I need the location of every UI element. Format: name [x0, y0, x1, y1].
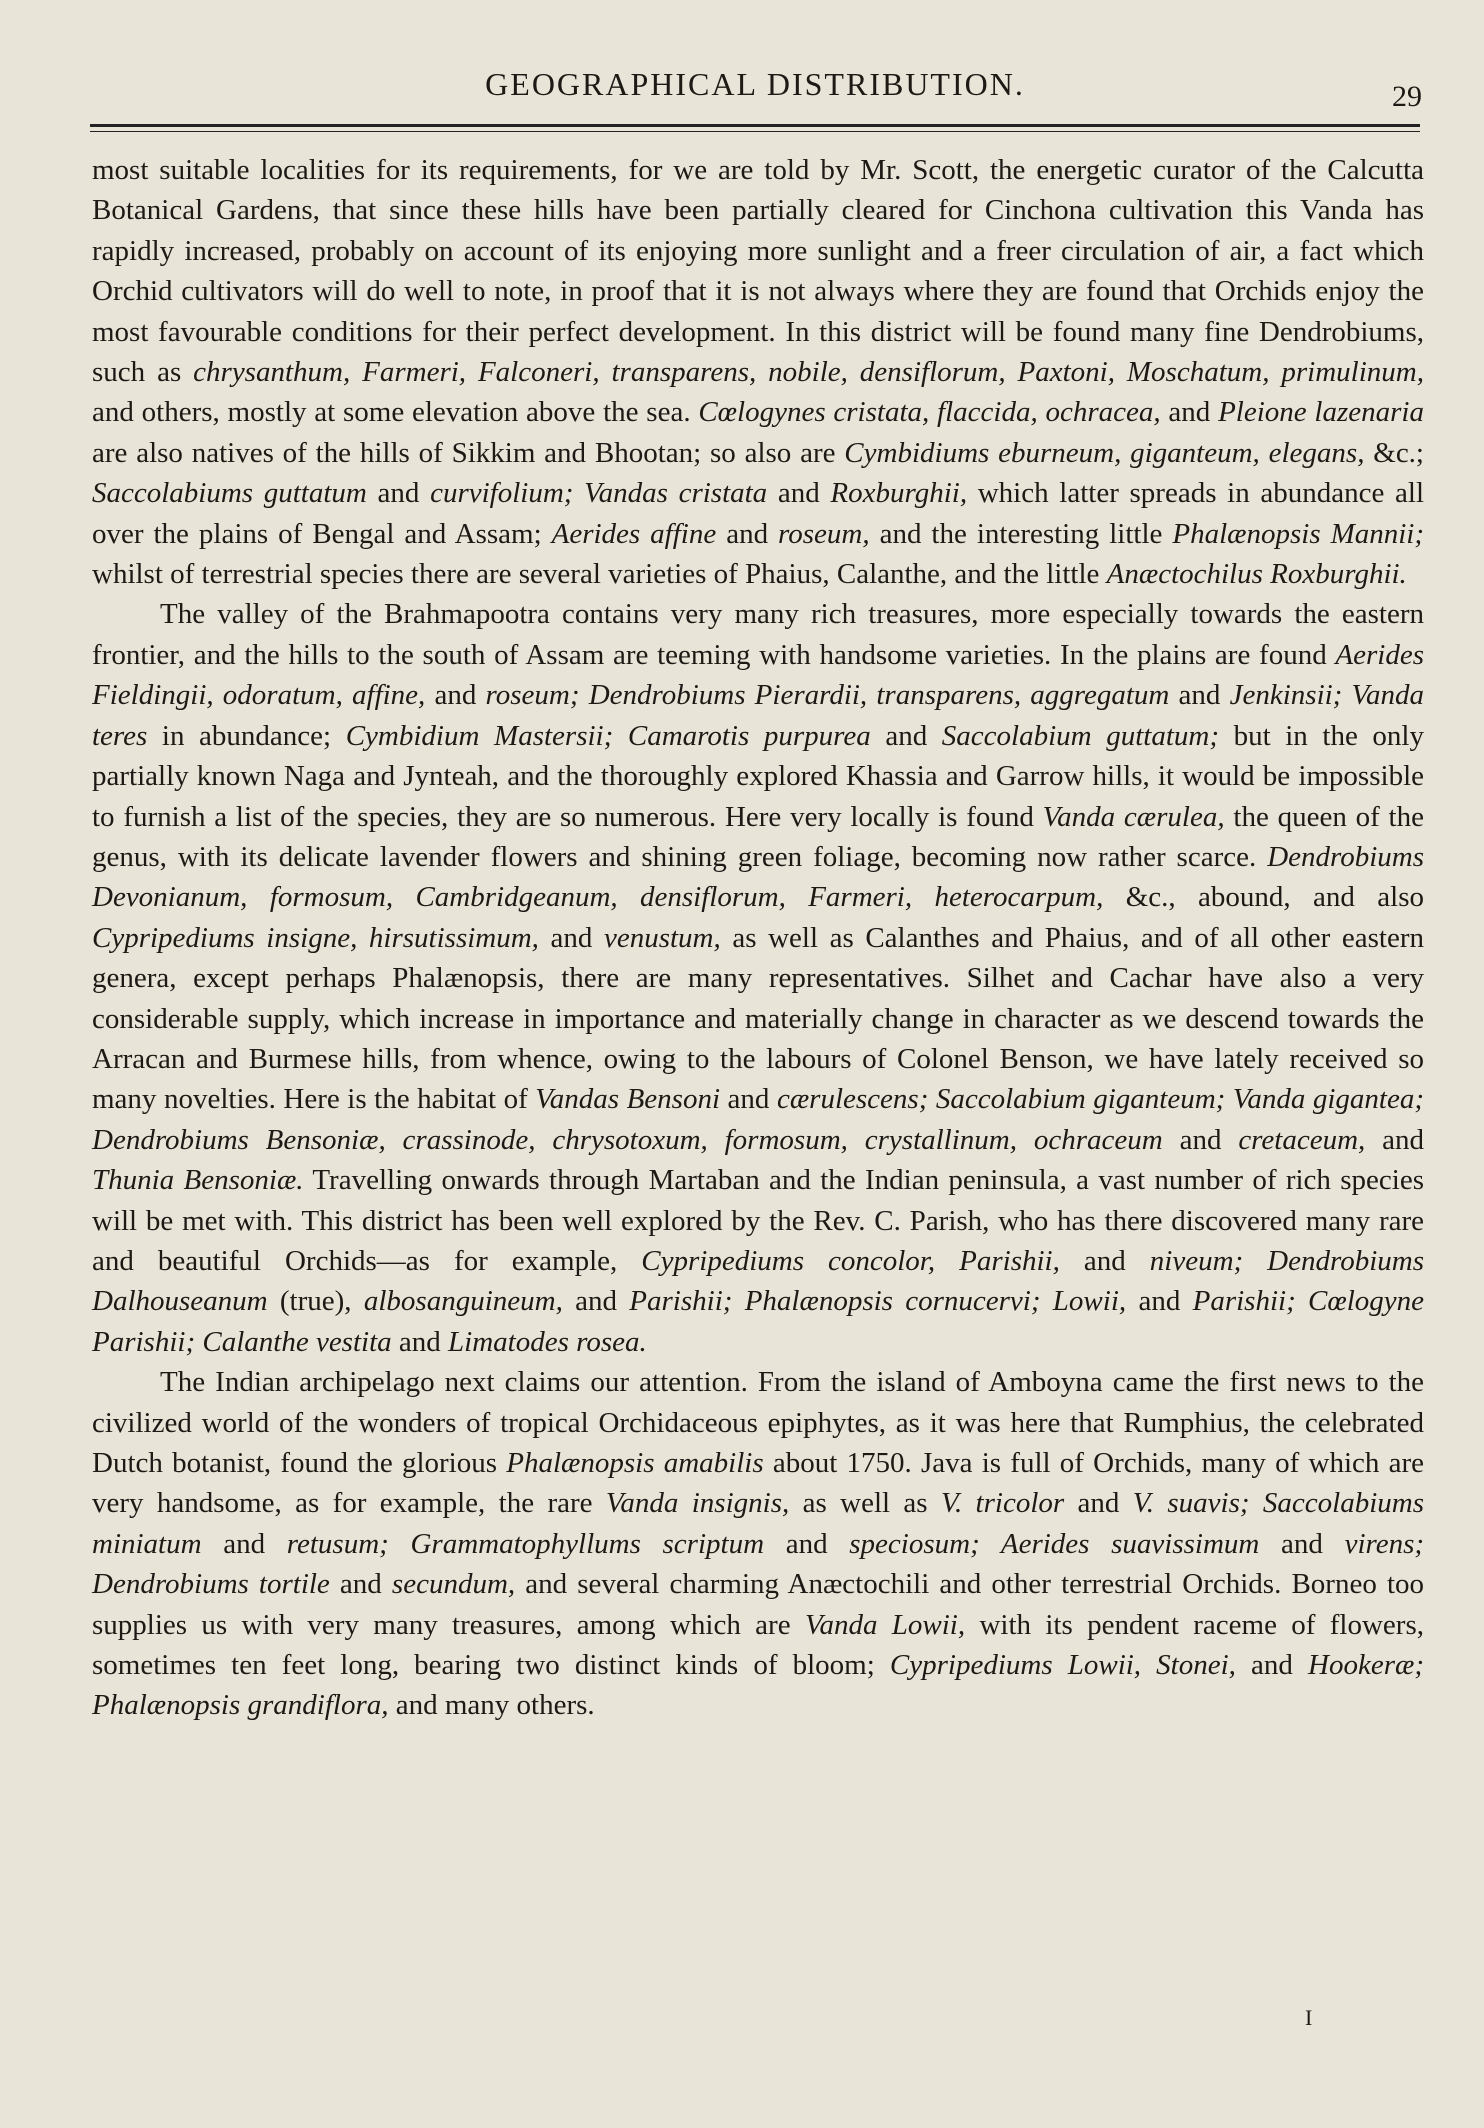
- paragraph: [92, 150, 1424, 594]
- text-run: and: [764, 1527, 850, 1560]
- text-run: with its pendent raceme of flowers, sometimes ten feet long, bearing two distinct kinds of bloom;: [92, 1608, 1425, 1682]
- text-run: in abundance;: [147, 719, 346, 752]
- page-header: [90, 66, 1420, 116]
- italic-run: Jenkinsii; Vanda teres: [92, 679, 1425, 752]
- text-run: and: [1169, 679, 1230, 712]
- text-run: and: [1160, 396, 1219, 429]
- italic-run: niveum; Dendrobiums Dalhouseanum: [92, 1244, 1424, 1318]
- text-run: as well as: [789, 1487, 941, 1520]
- italic-run: Vandas Bensoni: [535, 1083, 721, 1116]
- text-run: the queen of the genus, with its delicate lavender flowers and shining green foliage, becoming now rather scarce.: [92, 800, 1424, 873]
- italic-run: virens; Dendrobiums tortile: [92, 1527, 1425, 1601]
- italic-run: Phalænopsis amabilis: [506, 1447, 764, 1479]
- italic-run: venustum,: [603, 921, 721, 954]
- text-run: and: [562, 1285, 630, 1318]
- text-run: and: [329, 1568, 392, 1601]
- text-run: and: [1259, 1527, 1345, 1560]
- paragraph: [92, 594, 1424, 1362]
- text-run: The Indian archipelago next claims our attention. From the island of Amboyna came the first news to the civilized world of the wonders of tropical Orchidaceous epiphytes, as it was here that Rumphius, the celebrated Dutch botanist, found the glorious: [92, 1366, 1424, 1479]
- text-run: are also natives of the hills of Sikkim and Bhootan; so also are: [92, 436, 845, 469]
- text-run: most suitable localities for its requirements, for we are told by Mr. Scott, the energetic curator of the Calcutta Botanical Gardens, that since these hills have been partially cleared for Cinchona cultivation this Vanda has rapidly increased, probably on account of its enjoying more sunlight and a freer circulation of air, a fact which Orchid cultivators will do well to note, in proof that it is not always where they are found that Orchids enjoy the most favourable conditions for their perfect development. In this district will be found many fine Dendrobiums, such as: [92, 154, 1424, 389]
- italic-run: Hookeræ; Phalænopsis grandiflora,: [92, 1649, 1424, 1722]
- italic-run: secundum,: [391, 1568, 516, 1601]
- text-run: and: [720, 1083, 777, 1116]
- italic-run: Vanda insignis,: [605, 1487, 790, 1520]
- text-run: and: [1162, 1123, 1239, 1156]
- text-run: and: [201, 1527, 287, 1560]
- italic-run: Phalænopsis Mannii;: [1172, 517, 1425, 550]
- text-run: but in the only partially known Naga and Jynteah, and the thoroughly explored Khassia and Garrow hills, it would be impossible to furnish a list of the species, they are so numerous. Here very locally is found: [92, 719, 1424, 833]
- text-run: and: [391, 1325, 449, 1358]
- italic-run: speciosum; Aerides suavissimum: [849, 1527, 1260, 1560]
- italic-run: albosanguineum,: [363, 1285, 563, 1318]
- italic-run: cretaceum,: [1238, 1123, 1366, 1156]
- text-run: and many others.: [388, 1689, 595, 1722]
- text-run: and: [538, 921, 604, 954]
- italic-run: Cypripediums concolor, Parishii,: [641, 1244, 1060, 1277]
- italic-run: Vanda Lowii,: [804, 1608, 966, 1641]
- text-run: about 1750. Java is full of Orchids, many of which are very handsome, as for example, the rare: [92, 1447, 1424, 1520]
- text-run: as well as Calanthes and Phaius, and of all other eastern genera, except perhaps Phalænopsis, there are many representatives. Silhet and Cachar have also a very considerable supply, which increase in importance and materially change in character as we descend towards the Arracan and Burmese hills, from whence, owing to the labours of Colonel Benson, we have lately received so many novelties. Here is the habitat of: [92, 921, 1424, 1116]
- header-rule: [90, 124, 1420, 127]
- text-run: and: [1059, 1244, 1150, 1277]
- running-title: GEOGRAPHICAL DISTRIBUTION.: [485, 66, 1025, 102]
- italic-run: curvifolium; Vandas cristata: [430, 477, 768, 510]
- italic-run: Parishii; Phalænopsis cornucervi; Lowii,: [629, 1285, 1127, 1318]
- italic-run: Limatodes rosea.: [448, 1325, 647, 1358]
- body-text: [92, 150, 1424, 1726]
- text-run: and others, mostly at some elevation above the sea.: [92, 396, 699, 429]
- italic-run: Saccolabiums guttatum: [92, 477, 367, 510]
- text-run: and: [1235, 1649, 1309, 1682]
- italic-run: Cœlogynes cristata, flaccida, ochracea,: [698, 396, 1161, 429]
- text-run: and: [1126, 1285, 1193, 1318]
- italic-run: Anæctochilus Roxburghii.: [1106, 558, 1407, 591]
- italic-run: Thunia Bensoniæ.: [92, 1164, 304, 1197]
- text-run: &c.;: [1364, 436, 1424, 469]
- italic-run: Roxburghii,: [830, 477, 968, 510]
- text-run: The valley of the Brahmapootra contains very many rich treasures, more especially towards the eastern frontier, and the hills to the south of Assam are teeming with handsome varieties. In the plains are found: [92, 598, 1424, 671]
- text-run: and: [366, 477, 431, 510]
- italic-run: Aerides affine: [551, 517, 717, 550]
- italic-run: roseum,: [778, 517, 870, 550]
- text-run: which latter spreads in abundance all over the plains of Bengal and Assam;: [92, 477, 1425, 550]
- text-run: and several charming Anæctochili and other terrestrial Orchids. Borneo too supplies us with very many treasures, among which are: [92, 1568, 1424, 1641]
- italic-run: V. tricolor: [940, 1487, 1065, 1520]
- italic-run: Cypripediums Lowii, Stonei,: [889, 1649, 1236, 1682]
- text-run: Travelling onwards through Martaban and the Indian peninsula, a vast number of rich species will be met with. This district has been well explored by the Rev. C. Parish, who has there discovered many rare and beautiful Orchids—as for example,: [92, 1164, 1424, 1277]
- text-run: and: [1365, 1123, 1425, 1156]
- italic-run: Parishii; Cœlogyne Parishii; Calanthe vestita: [92, 1285, 1425, 1358]
- paragraph: [92, 1362, 1424, 1726]
- page-number: 29: [1392, 80, 1422, 113]
- text-run: (true),: [267, 1285, 364, 1318]
- text-run: and: [870, 719, 942, 752]
- italic-run: Dendrobiums Devonianum, formosum, Cambridgeanum, densiflorum, Farmeri, heterocarpum,: [92, 840, 1424, 914]
- italic-run: Cypripediums insigne, hirsutissimum,: [92, 921, 539, 954]
- italic-run: chrysanthum, Farmeri, Falconeri, transparens, nobile, densiflorum, Paxtoni, Moschatum, primulinum,: [193, 356, 1424, 389]
- text-run: whilst of terrestrial species there are several varieties of Phaius, Calanthe, and the little: [92, 558, 1107, 591]
- italic-run: V. suavis; Saccolabiums miniatum: [92, 1487, 1424, 1560]
- italic-run: Saccolabium guttatum;: [941, 719, 1219, 752]
- italic-run: Aerides Fieldingii, odoratum, affine,: [92, 638, 1424, 712]
- italic-run: cærulescens; Saccolabium giganteum; Vanda gigantea; Dendrobiums Bensoniæ, crassinode, chrysotoxum, formosum, crystallinum, ochraceum: [92, 1083, 1424, 1156]
- text-run: and: [767, 477, 831, 510]
- text-run: and: [716, 517, 779, 550]
- text-run: and: [1064, 1487, 1133, 1520]
- italic-run: roseum; Dendrobiums Pierardii, transparens, aggregatum: [485, 679, 1170, 712]
- italic-run: retusum; Grammatophyllums scriptum: [286, 1527, 765, 1560]
- header-rule-thin: [90, 131, 1420, 132]
- text-run: and: [425, 679, 486, 712]
- italic-run: Pleione lazenaria: [1218, 396, 1424, 429]
- signature-mark: I: [1305, 2005, 1313, 2030]
- italic-run: Cymbidium Mastersii; Camarotis purpurea: [345, 719, 871, 752]
- italic-run: Vanda cærulea,: [1042, 800, 1225, 833]
- italic-run: Cymbidiums eburneum, giganteum, elegans,: [844, 436, 1365, 469]
- text-run: and the interesting little: [869, 517, 1173, 550]
- text-run: &c., abound, and also: [1103, 881, 1425, 914]
